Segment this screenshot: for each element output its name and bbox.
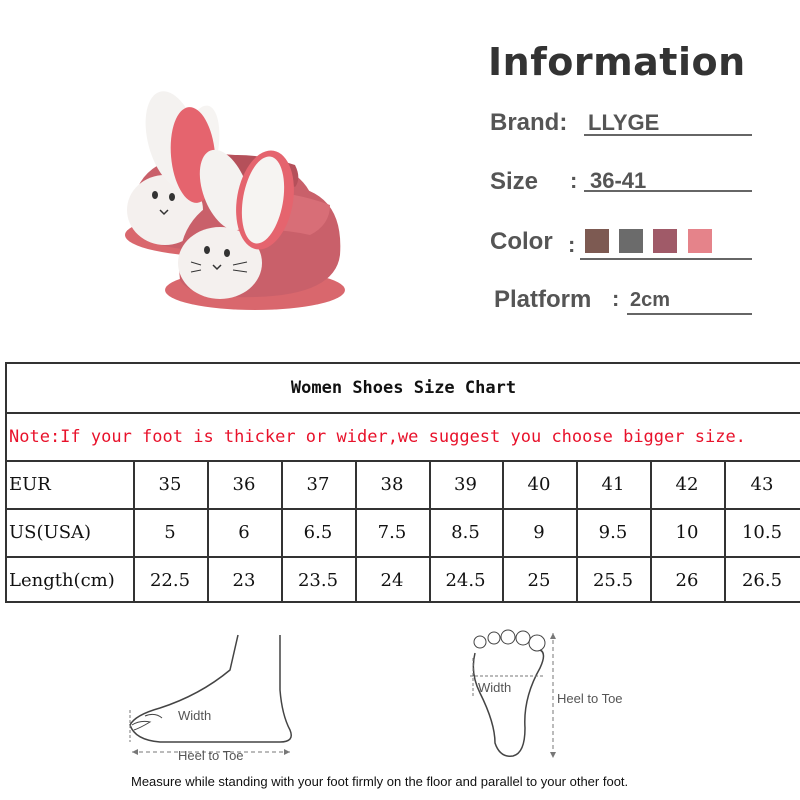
row-label: Length(cm) (9, 569, 115, 591)
column-divider (502, 460, 504, 601)
size-chart-note: Note:If your foot is thicker or wider,we suggest you choose bigger size. (9, 427, 746, 447)
bottom-width-label: Width (478, 680, 512, 695)
row-label: EUR (9, 473, 51, 495)
platform-underline (627, 313, 752, 315)
size-cell: 40 (527, 473, 551, 495)
brand-value: LLYGE (588, 110, 660, 135)
color-swatch-pink (688, 229, 712, 253)
size-cell: 25.5 (592, 569, 634, 591)
platform-colon: : (612, 286, 620, 311)
size-cell: 38 (380, 473, 404, 495)
size-cell: 24.5 (445, 569, 486, 591)
size-cell: 41 (601, 473, 625, 495)
size-grid (7, 460, 800, 601)
platform-value: 2cm (630, 289, 671, 311)
size-cell: 10 (675, 521, 699, 543)
size-cell: 36 (232, 473, 256, 495)
column-divider (133, 460, 135, 601)
info-title: Information (488, 40, 746, 84)
column-divider (724, 460, 726, 601)
column-divider (281, 460, 283, 601)
size-cell: 39 (454, 473, 477, 495)
side-heel-to-toe-label: Heel to Toe (178, 748, 244, 763)
column-divider (355, 460, 357, 601)
size-cell: 6 (238, 521, 250, 543)
size-cell: 22.5 (149, 569, 191, 591)
color-swatch-rose (653, 229, 677, 253)
size-chart-title: Women Shoes Size Chart (290, 378, 517, 398)
size-cell: 8.5 (451, 521, 480, 543)
column-divider (650, 460, 652, 601)
size-cell: 5 (164, 521, 176, 543)
size-cell: 9.5 (598, 521, 628, 543)
size-cell: 42 (675, 473, 699, 495)
size-cell: 25 (527, 569, 551, 591)
color-swatch-brown (585, 229, 609, 253)
size-cell: 23.5 (297, 569, 339, 591)
brand-underline (584, 134, 752, 136)
size-cell: 37 (306, 473, 330, 495)
size-value: 36-41 (590, 168, 647, 193)
side-foot-diagram (120, 630, 310, 765)
size-cell: 7.5 (377, 521, 407, 543)
size-cell: 23 (232, 569, 256, 591)
column-divider (576, 460, 578, 601)
column-divider (429, 460, 431, 601)
size-cell: 35 (158, 473, 182, 495)
size-colon: : (570, 168, 578, 193)
size-cell: 10.5 (741, 521, 783, 543)
measure-instruction: Measure while standing with your foot firmly on the floor and parallel to your other foot. (131, 774, 629, 789)
color-underline (580, 258, 752, 260)
size-label: Size (490, 168, 539, 195)
platform-label: Platform (494, 286, 592, 313)
size-cell: 43 (750, 473, 774, 495)
product-image-bunny-slippers (115, 85, 345, 315)
size-cell: 9 (533, 521, 545, 543)
color-swatch-gray (619, 229, 643, 253)
size-chart-table (5, 362, 800, 603)
brand-label: Brand: (490, 109, 568, 136)
side-width-label: Width (178, 708, 212, 723)
row-label: US(USA) (9, 521, 92, 543)
size-cell: 6.5 (303, 521, 333, 543)
bottom-heel-to-toe-label: Heel to Toe (557, 691, 623, 706)
size-cell: 26.5 (741, 569, 783, 591)
size-cell: 24 (380, 569, 404, 591)
color-colon: : (568, 232, 576, 257)
size-underline (584, 190, 752, 192)
column-divider (207, 460, 209, 601)
color-label: Color (490, 228, 553, 255)
size-cell: 26 (675, 569, 699, 591)
